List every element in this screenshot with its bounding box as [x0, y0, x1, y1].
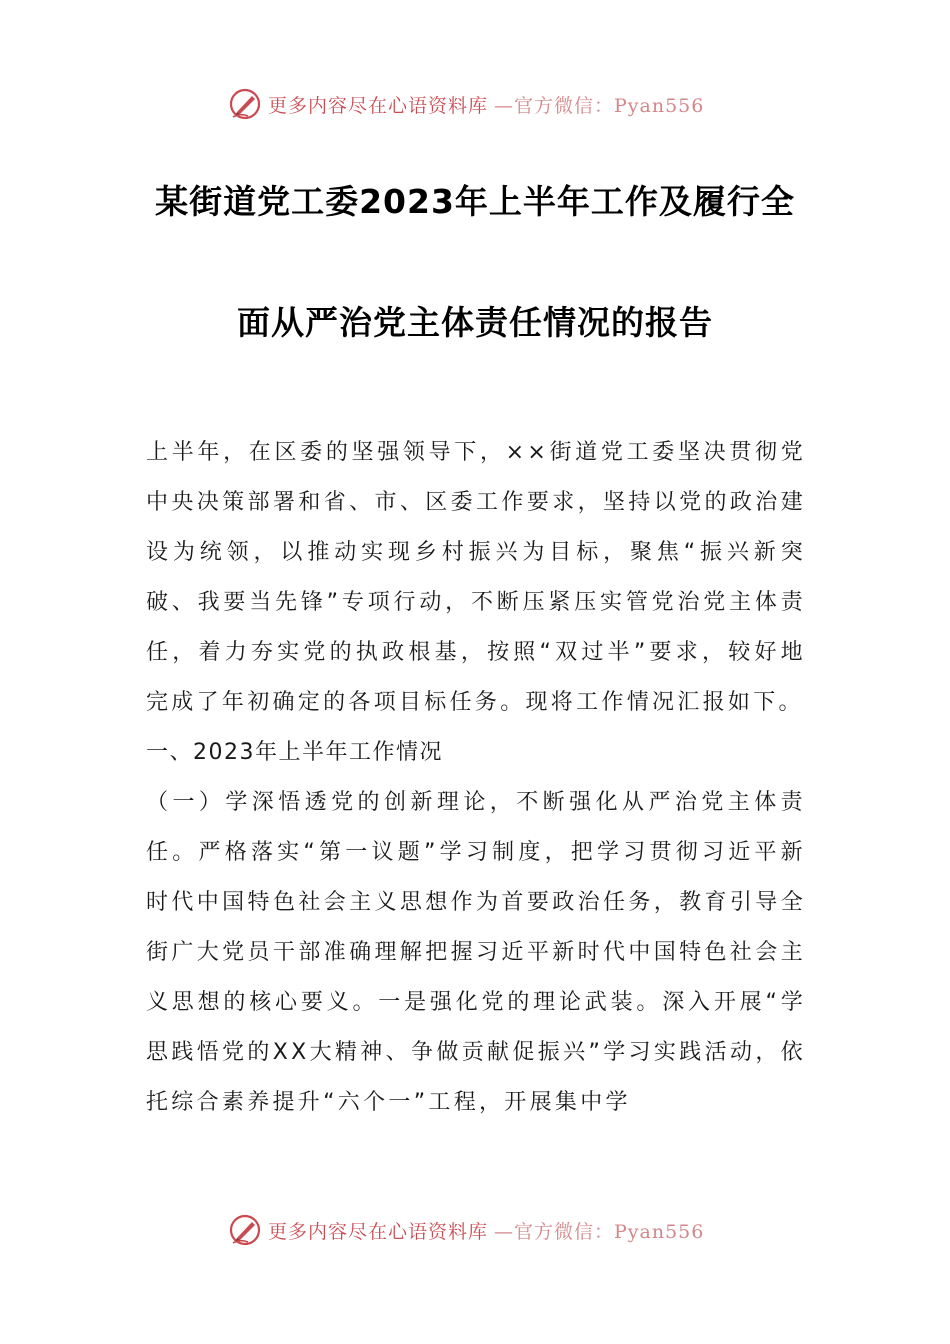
- document-title-line-1: 某街道党工委2023年上半年工作及履行全: [155, 182, 795, 221]
- document-body: [146, 428, 806, 1128]
- watermark-header: [228, 84, 704, 124]
- intro-paragraph: 上半年，在区委的坚强领导下，××街道党工委坚决贯彻党中央决策部署和省、市、区委工作要求，坚持以党的政治建设为统领，以推动实现乡村振兴为目标，聚焦“振兴新突破、我要当先锋”专项行动，不断压紧压实管党治党主体责任，着力夯实党的执政根基，按照“双过半”要求，较好地完成了年初确定的各项目标任务。现将工作情况汇报如下。: [146, 440, 806, 715]
- watermark-text: 更多内容尽在心语资料库: [268, 1220, 489, 1243]
- watermark-contact: —官方微信：Pyan556: [494, 94, 705, 117]
- pen-logo-icon: [228, 1213, 262, 1247]
- watermark-footer: [228, 1210, 704, 1250]
- pen-logo-icon: [228, 87, 262, 121]
- section-1-paragraph: （一）学深悟透党的创新理论，不断强化从严治党主体责任。严格落实“第一议题”学习制度，把学习贯彻习近平新时代中国特色社会主义思想作为首要政治任务，教育引导全街广大党员干部准确理解把握习近平新时代中国特色社会主义思想的核心要义。一是强化党的理论武装。深入开展“学思践悟党的XX大精神、争做贡献促振兴”学习实践活动，依托综合素养提升“六个一”工程，开展集中学: [146, 790, 806, 1115]
- watermark-contact: —官方微信：Pyan556: [494, 1220, 705, 1243]
- document-title-line-2: 面从严治党主体责任情况的报告: [237, 303, 713, 342]
- watermark-text: 更多内容尽在心语资料库: [268, 94, 489, 117]
- section-heading: 一、2023年上半年工作情况: [146, 740, 443, 765]
